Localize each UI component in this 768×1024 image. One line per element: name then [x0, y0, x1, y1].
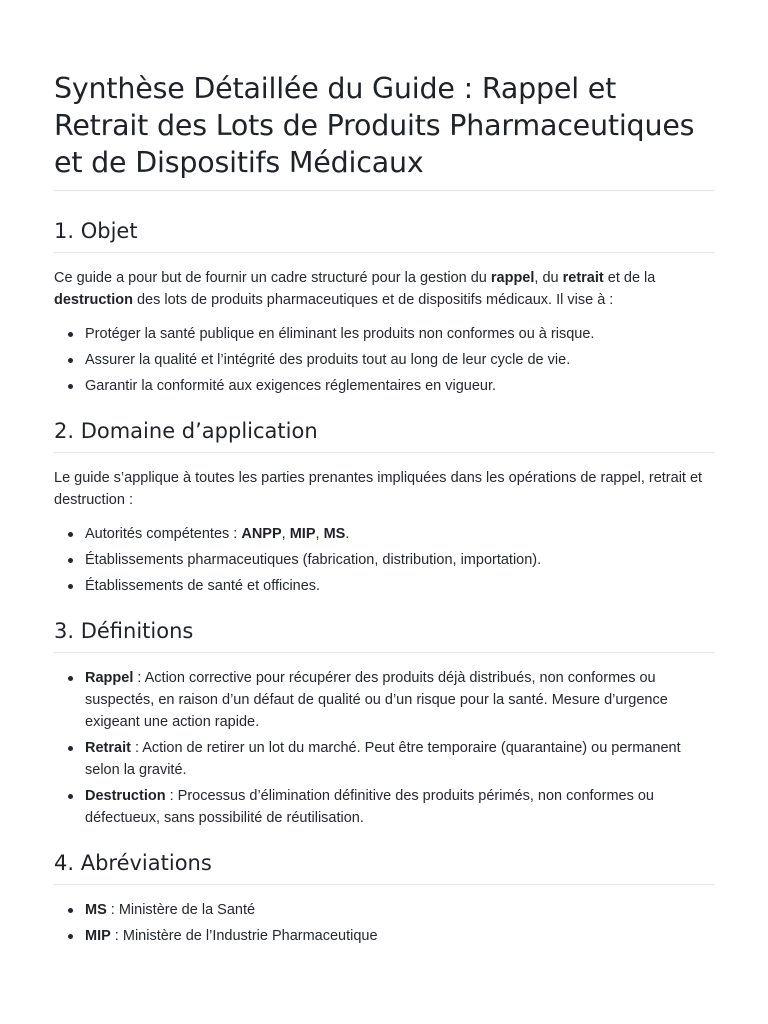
definition-item: [54, 737, 714, 781]
item-text: ,: [281, 526, 290, 542]
domaine-list: [54, 523, 714, 597]
section-abreviations: [54, 849, 714, 947]
section-domaine: [54, 417, 714, 597]
list-item: Assurer la qualité et l’intégrité des produits tout au long de leur cycle de vie.: [54, 349, 714, 371]
intro-bold-destruction: destruction: [54, 292, 133, 308]
definitions-list: [54, 667, 714, 829]
intro-bold-rappel: rappel: [490, 270, 535, 286]
section-heading-domaine: 2. Domaine d’application: [54, 417, 714, 453]
definition-item: [54, 785, 714, 829]
definition-desc: : Action corrective pour récupérer des produits déjà distribués, non conformes ou suspectés, en raison d’un défaut de qualité ou d’un risque pour la santé. Mesure d’urgence exigeant une action rapide.: [85, 670, 668, 730]
section-objet: [54, 217, 714, 397]
section-heading-abreviations: 4. Abréviations: [54, 849, 714, 885]
section-heading-objet: 1. Objet: [54, 217, 714, 253]
abreviations-list: [54, 899, 714, 947]
list-item: Garantir la conformité aux exigences réglementaires en vigueur.: [54, 375, 714, 397]
abbr-ms: MS: [323, 526, 346, 542]
definition-term: Retrait: [85, 740, 131, 756]
section-intro-domaine: Le guide s’applique à toutes les parties prenantes impliquées dans les opérations de rappel, retrait et destruction :: [54, 470, 703, 508]
objet-list: [54, 323, 714, 397]
definition-term: Rappel: [85, 670, 134, 686]
item-text: .: [345, 526, 350, 542]
abbreviation-item: [54, 899, 714, 921]
list-item: Établissements pharmaceutiques (fabrication, distribution, importation).: [54, 549, 714, 571]
list-item: Établissements de santé et officines.: [54, 575, 714, 597]
abbreviation-desc: : Ministère de la Santé: [106, 902, 256, 918]
intro-text: des lots de produits pharmaceutiques et de dispositifs médicaux. Il vise à :: [132, 292, 614, 308]
list-item: Protéger la santé publique en éliminant les produits non conformes ou à risque.: [54, 323, 714, 345]
intro-bold-retrait: retrait: [562, 270, 604, 286]
item-text: ,: [315, 526, 324, 542]
abbreviation-desc: : Ministère de l’Industrie Pharmaceutique: [110, 928, 378, 944]
intro-text: , du: [534, 270, 563, 286]
abbr-anpp: ANPP: [241, 526, 282, 542]
list-item: [54, 523, 714, 545]
abbreviation-term: MS: [85, 902, 107, 918]
abbreviation-term: MIP: [85, 928, 111, 944]
section-definitions: [54, 617, 714, 829]
intro-text: Ce guide a pour but de fournir un cadre structuré pour la gestion du: [54, 270, 491, 286]
definition-item: [54, 667, 714, 733]
document-title: Synthèse Détaillée du Guide : Rappel et Retrait des Lots de Produits Pharmaceutiques et de Dispositifs Médicaux: [54, 70, 714, 191]
definition-desc: : Action de retirer un lot du marché. Peut être temporaire (quarantaine) ou permanent selon la gravité.: [85, 740, 681, 778]
section-intro-objet: [54, 267, 714, 311]
intro-text: et de la: [603, 270, 656, 286]
definition-desc: : Processus d’élimination définitive des produits périmés, non conformes ou défectueux, sans possibilité de réutilisation.: [85, 788, 654, 826]
section-heading-definitions: 3. Définitions: [54, 617, 714, 653]
abbreviation-item: [54, 925, 714, 947]
definition-term: Destruction: [85, 788, 166, 804]
abbr-mip: MIP: [289, 526, 316, 542]
item-text: Autorités compétentes :: [85, 526, 242, 542]
